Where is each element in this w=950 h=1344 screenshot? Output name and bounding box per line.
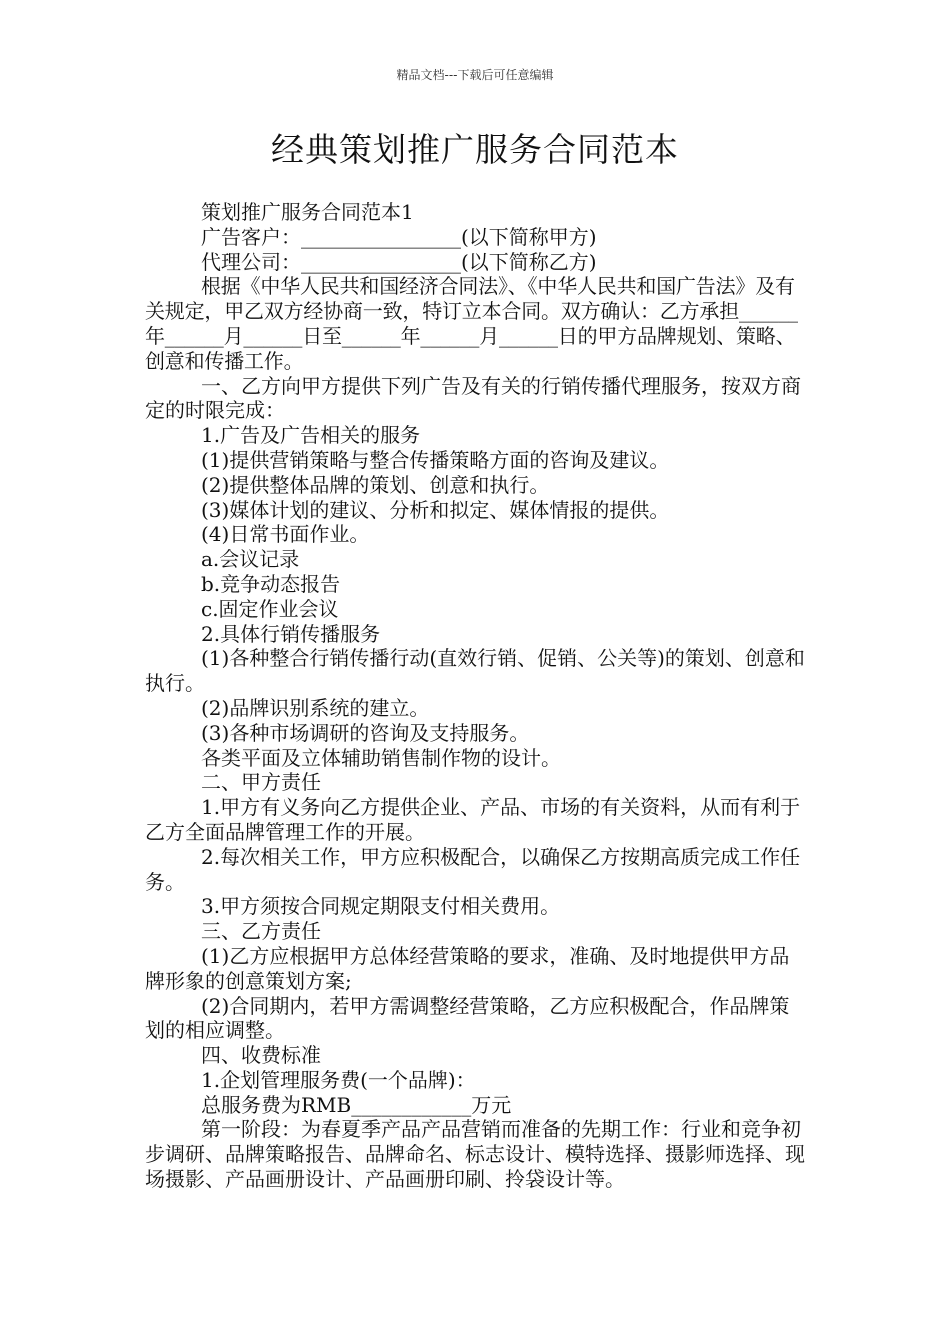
- paragraph-item: (2)品牌识别系统的建立。: [201, 695, 430, 720]
- paragraph-item: (3)媒体计划的建议、分析和拟定、媒体情报的提供。: [201, 497, 670, 522]
- paragraph-item: (3)各种市场调研的咨询及支持服务。: [201, 720, 530, 745]
- paragraph-item: (1)提供营销策略与整合传播策略方面的咨询及建议。: [201, 447, 670, 472]
- paragraph-section-1: 一、乙方向甲方提供下列广告及有关的行销传播代理服务，按双方商定的时限完成：: [145, 373, 801, 423]
- paragraph-item: 1.甲方有义务向乙方提供企业、产品、市场的有关资料，从而有利于乙方全面品牌管理工作的开展。: [145, 795, 801, 844]
- paragraph-item: (1)各种整合行销传播行动(直效行销、促销、公关等)的策划、创意和执行。: [145, 646, 805, 696]
- paragraph-item: (2)合同期内，若甲方需调整经营策略，乙方应积极配合，作品牌策划的相应调整。: [145, 993, 790, 1043]
- paragraph-item: (2)提供整体品牌的策划、创意和执行。: [201, 472, 550, 497]
- paragraph-item: 1.企划管理服务费(一个品牌)：: [201, 1067, 476, 1092]
- paragraph-item: 3.甲方须按合同规定期限支付相关费用。: [201, 894, 561, 919]
- paragraph-section-3: 三、乙方责任: [201, 919, 321, 944]
- header-note: 精品文档---下载后可任意编辑: [396, 68, 554, 82]
- paragraph-agency: 代理公司：________________(以下简称乙方): [201, 249, 597, 274]
- paragraph-item: 2.每次相关工作，甲方应积极配合，以确保乙方按期高质完成工作任务。: [145, 844, 801, 894]
- paragraph-item: (4)日常书面作业。: [201, 522, 370, 547]
- document-title: 经典策划推广服务合同范本: [271, 130, 679, 169]
- paragraph-item: b.竞争动态报告: [201, 571, 341, 596]
- paragraph-item: c.固定作业会议: [201, 596, 339, 621]
- paragraph-client: 广告客户：________________(以下简称甲方): [201, 224, 597, 249]
- paragraph-preamble: 根据《中华人民共和国经济合同法》、《中华人民共和国广告法》及有关规定，甲乙双方经协商一致，特订立本合同。双方确认：乙方承担______年______月______日至______年______月______日的甲方品牌规划、策略、创意和传播工作。: [145, 274, 798, 373]
- paragraph-subtitle: 策划推广服务合同范本1: [201, 200, 414, 224]
- paragraph-item: (1)乙方应根据甲方总体经营策略的要求，准确、及时地提供甲方品牌形象的创意策划方案;: [145, 943, 790, 993]
- paragraph-item: 第一阶段：为春夏季产品产品营销而准备的先期工作：行业和竞争初步调研、品牌策略报告、品牌命名、标志设计、模特选择、摄影师选择、现场摄影、产品画册设计、产品画册印刷、拎袋设计等。: [145, 1117, 805, 1192]
- paragraph-item: 2.具体行销传播服务: [201, 621, 381, 646]
- paragraph-section-4: 四、收费标准: [201, 1043, 321, 1068]
- paragraph-item: 各类平面及立体辅助销售制作物的设计。: [201, 745, 561, 770]
- paragraph-item: 总服务费为RMB____________万元: [201, 1092, 512, 1117]
- paragraph-item: a.会议记录: [201, 547, 300, 572]
- paragraph-item: 1.广告及广告相关的服务: [201, 423, 421, 448]
- document-body: [145, 200, 807, 1192]
- paragraph-section-2: 二、甲方责任: [201, 770, 321, 795]
